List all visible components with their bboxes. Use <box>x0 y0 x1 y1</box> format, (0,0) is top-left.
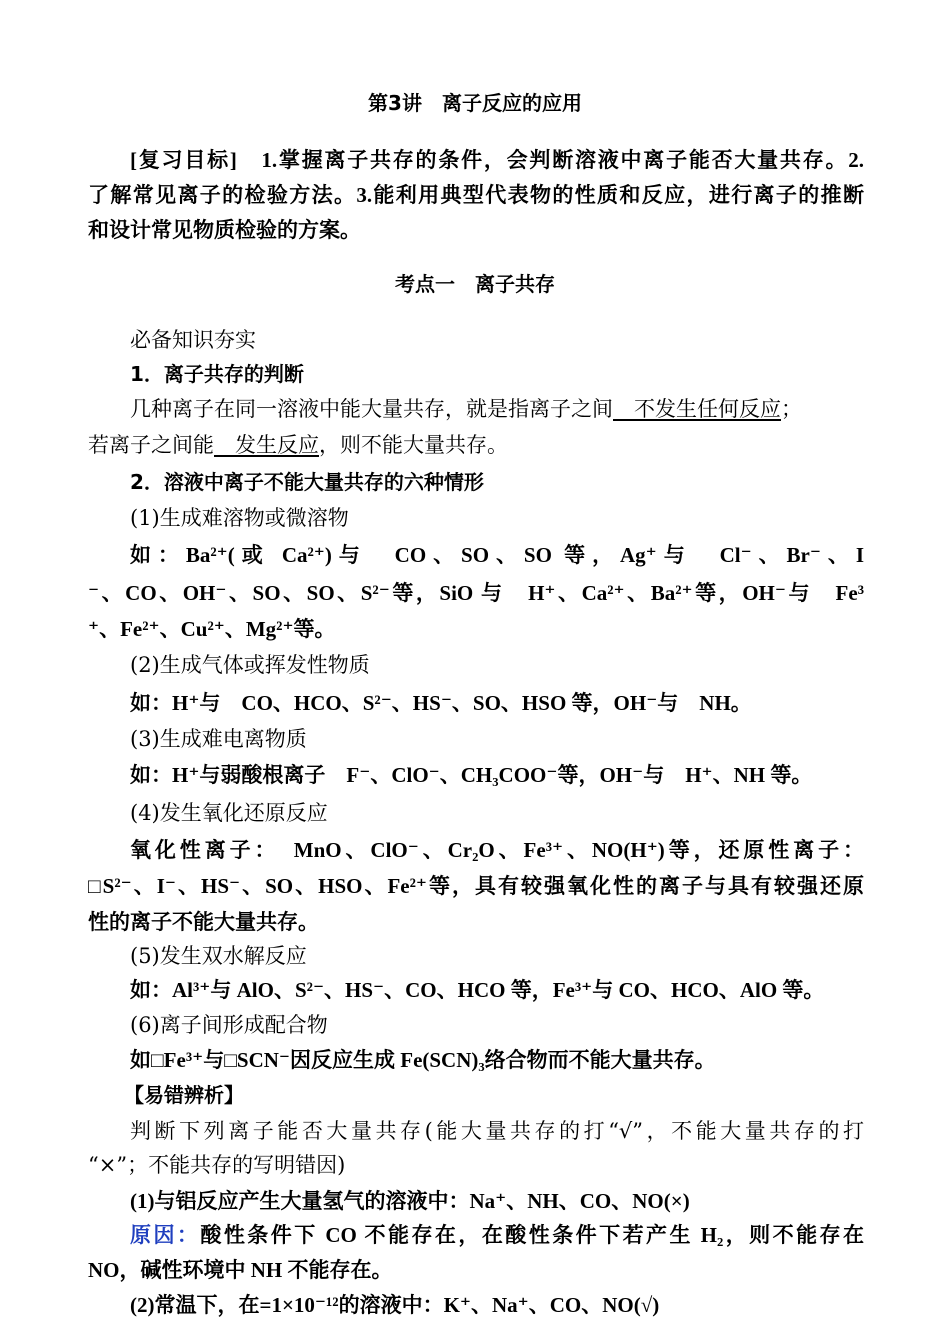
para-1-text: 若离子之间能 <box>88 433 214 457</box>
reason-text: 酸性条件下 CO 不能存在，在酸性条件下若产生 H₂，则不能存在 <box>200 1223 864 1247</box>
reason-1-line-1 <box>130 1220 864 1252</box>
reason-label: 原因： <box>130 1223 201 1247</box>
case-5-heading: (5)发生双水解反应 <box>130 944 307 968</box>
review-goals-line-3: 和设计常见物质检验的方案。 <box>88 218 361 242</box>
case-4-line-3: 性的离子不能大量共存。 <box>88 910 319 934</box>
heading-2: 2．溶液中离子不能大量共存的六种情形 <box>130 470 484 494</box>
case-4-heading: (4)发生氧化还原反应 <box>130 801 328 825</box>
page-title: 第3讲 离子反应的应用 <box>368 91 582 115</box>
para-1-text: 几种离子在同一溶液中能大量共存，就是指离子之间 <box>130 397 613 421</box>
case-2-heading: (2)生成气体或挥发性物质 <box>130 653 370 677</box>
easy-error-intro-line-1: 判断下列离子能否大量共存(能大量共存的打“√”，不能大量共存的打 <box>130 1119 864 1143</box>
para-1-punct: ； <box>781 397 802 421</box>
case-6-line-1: 如□Fe³⁺与□SCN⁻因反应生成 Fe(SCN)₃络合物而不能大量共存。 <box>130 1048 716 1072</box>
para-1-line-2 <box>88 430 864 462</box>
heading-1: 1．离子共存的判断 <box>130 362 304 386</box>
case-3-line-1: 如：H⁺与弱酸根离子 F⁻、ClO⁻、CH₃COO⁻等，OH⁻与 H⁺、NH 等。 <box>130 763 813 787</box>
para-1-text: ，则不能大量共存。 <box>319 433 508 457</box>
section-heading: 考点一 离子共存 <box>395 272 555 296</box>
review-goals-line-1: [复习目标] 1.掌握离子共存的条件，会判断溶液中离子能否大量共存。2. <box>130 148 864 172</box>
answer-blank: 发生反应 <box>214 433 319 457</box>
case-1-heading: (1)生成难溶物或微溶物 <box>130 506 349 530</box>
case-3-heading: (3)生成难电离物质 <box>130 727 307 751</box>
case-4-line-1: 氧化性离子： MnO、ClO⁻、Cr₂O、Fe³⁺、NO(H⁺)等，还原性离子： <box>130 838 864 862</box>
review-goals-line-2: 了解常见离子的检验方法。3.能利用典型代表物的性质和反应，进行离子的推断 <box>88 183 864 207</box>
para-1-line-1 <box>130 394 864 426</box>
question-1: (1)与铝反应产生大量氢气的溶液中：Na⁺、NH、CO、NO(×) <box>130 1189 690 1213</box>
easy-error-intro-line-2: “×”；不能共存的写明错因) <box>88 1153 346 1177</box>
case-4-line-2: □S²⁻、I⁻、HS⁻、SO、HSO、Fe²⁺等，具有较强氧化性的离子与具有较强还原 <box>88 874 864 898</box>
case-6-heading: (6)离子间形成配合物 <box>130 1013 328 1037</box>
subheading-knowledge: 必备知识夯实 <box>130 328 256 352</box>
question-2: (2)常温下，在=1×10⁻¹²的溶液中：K⁺、Na⁺、CO、NO(√) <box>130 1293 660 1317</box>
easy-error-heading: 【易错辨析】 <box>124 1083 244 1107</box>
case-2-line-1: 如：H⁺与 CO、HCO、S²⁻、HS⁻、SO、HSO 等，OH⁻与 NH。 <box>130 691 752 715</box>
reason-1-line-2: NO，碱性环境中 NH 不能存在。 <box>88 1258 393 1282</box>
case-5-line-1: 如：Al³⁺与 AlO、S²⁻、HS⁻、CO、HCO 等，Fe³⁺与 CO、HCO、AlO 等。 <box>130 978 825 1002</box>
case-1-line-2: ⁻、CO、OH⁻、SO、SO、S²⁻等，SiO 与 H⁺、Ca²⁺、Ba²⁺等，OH⁻与 Fe³ <box>88 581 864 605</box>
answer-blank: 不发生任何反应 <box>613 397 781 421</box>
case-1-line-3: ⁺、Fe²⁺、Cu²⁺、Mg²⁺等。 <box>88 617 336 641</box>
case-1-line-1: 如：Ba²⁺(或 Ca²⁺)与 CO、SO、SO 等，Ag⁺与 Cl⁻、Br⁻、I <box>130 543 864 567</box>
